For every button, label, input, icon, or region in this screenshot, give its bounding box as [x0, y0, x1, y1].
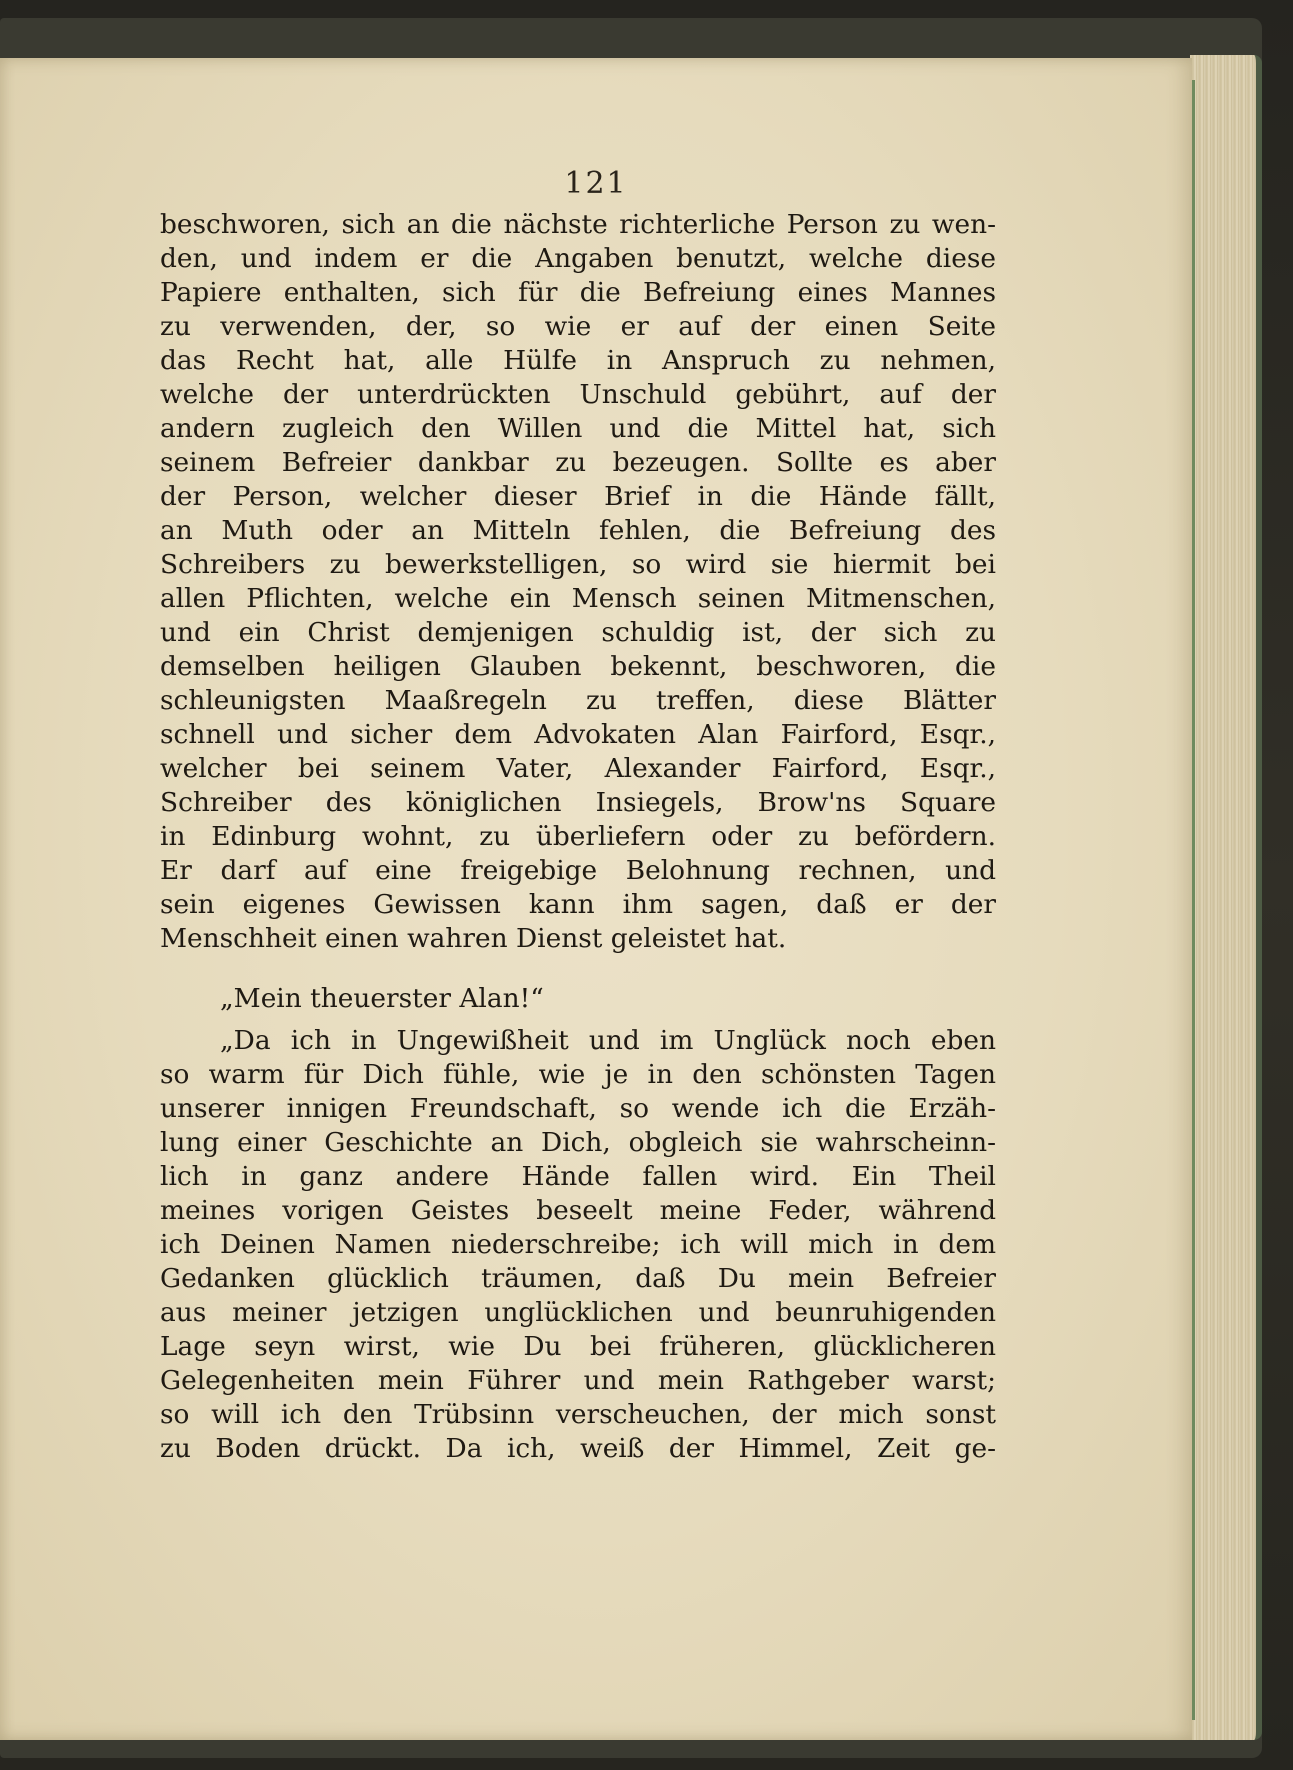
text-line: seinem Befreier dankbar zu bezeugen. Sollte es aber — [160, 447, 996, 478]
text-line: „Da ich in Ungewißheit und im Unglück noch eben — [220, 1025, 996, 1056]
text-line: der Person, welcher dieser Brief in die Hände fällt, — [160, 481, 996, 512]
text-line: sein eigenes Gewissen kann ihm sagen, daß er der — [160, 889, 996, 920]
text-line: Gedanken glücklich träumen, daß Du mein Befreier — [160, 1263, 996, 1294]
text-line: Gelegenheiten mein Führer und mein Rathgeber warst; — [160, 1365, 996, 1396]
paragraph-1 — [160, 208, 996, 956]
text-line: beschworen, sich an die nächste richterliche Person zu wen- — [160, 209, 996, 240]
text-line: allen Pflichten, welche ein Mensch seinen Mitmenschen, — [160, 583, 996, 614]
salutation: „Mein theuerster Alan!“ — [220, 983, 544, 1014]
text-line: so warm für Dich fühle, wie je in den schönsten Tagen — [160, 1059, 996, 1090]
text-line: Er darf auf eine freigebige Belohnung rechnen, und — [160, 855, 996, 886]
text-line: lung einer Geschichte an Dich, obgleich sie wahrscheinn- — [160, 1127, 996, 1158]
text-line: schleunigsten Maaßregeln zu treffen, diese Blätter — [160, 685, 996, 716]
text-line: an Muth oder an Mitteln fehlen, die Befreiung des — [160, 515, 996, 546]
text-line: ich Deinen Namen niederschreibe; ich will mich in dem — [160, 1229, 996, 1260]
page-number: 121 — [564, 166, 628, 201]
text-line: Menschheit einen wahren Dienst geleistet hat. — [160, 923, 787, 954]
text-line: in Edinburg wohnt, zu überliefern oder zu befördern. — [160, 821, 996, 852]
text-line: unserer innigen Freundschaft, so wende ich die Erzäh- — [160, 1093, 996, 1124]
text-line: Schreibers zu bewerkstelligen, so wird sie hiermit bei — [160, 549, 996, 580]
text-line: demselben heiligen Glauben bekennt, beschworen, die — [160, 651, 996, 682]
text-line: zu verwenden, der, so wie er auf der einen Seite — [160, 311, 996, 342]
text-line: und ein Christ demjenigen schuldig ist, der sich zu — [160, 617, 996, 648]
text-line: welche der unterdrückten Unschuld gebührt, auf der — [160, 379, 996, 410]
text-line: das Recht hat, alle Hülfe in Anspruch zu nehmen, — [160, 345, 996, 376]
text-line: Lage seyn wirst, wie Du bei früheren, glücklicheren — [160, 1331, 996, 1362]
page-edges — [1190, 55, 1262, 1740]
text-line: lich in ganz andere Hände fallen wird. Ein Theil — [160, 1161, 996, 1192]
paragraph-2 — [160, 1024, 996, 1466]
text-line: so will ich den Trübsinn verscheuchen, der mich sonst — [160, 1399, 996, 1430]
text-line: welcher bei seinem Vater, Alexander Fairford, Esqr., — [160, 753, 996, 784]
text-line: Papiere enthalten, sich für die Befreiung eines Mannes — [160, 277, 996, 308]
paragraph-gap — [160, 956, 996, 982]
text-line: Schreiber des königlichen Insiegels, Brow'ns Square — [160, 787, 996, 818]
text-line: schnell und sicher dem Advokaten Alan Fairford, Esqr., — [160, 719, 996, 750]
text-line: den, und indem er die Angaben benutzt, welche diese — [160, 243, 996, 274]
page-text — [160, 208, 996, 1466]
text-line: zu Boden drückt. Da ich, weiß der Himmel, Zeit ge- — [160, 1433, 996, 1464]
text-line: meines vorigen Geistes beseelt meine Feder, während — [160, 1195, 996, 1226]
paragraph-gap — [160, 1016, 996, 1024]
text-line: andern zugleich den Willen und die Mittel hat, sich — [160, 413, 996, 444]
text-line: aus meiner jetzigen unglücklichen und beunruhigenden — [160, 1297, 996, 1328]
book-page — [0, 58, 1192, 1740]
